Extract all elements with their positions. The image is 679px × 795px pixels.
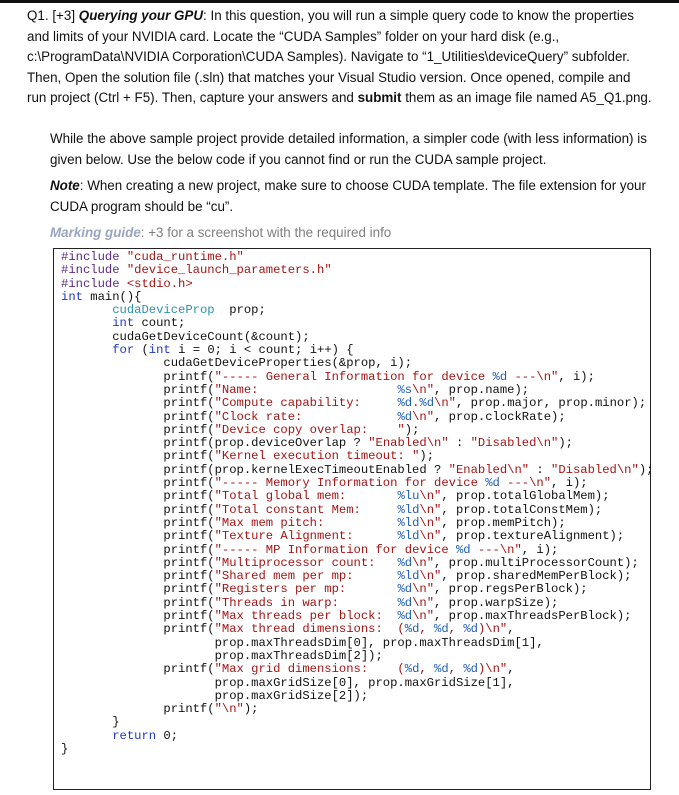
code-block [53,248,654,790]
note-paragraph [50,176,650,217]
question-paragraph [27,6,652,109]
paragraph-2: While the above sample project provide detailed information, a simpler code (with less information) is given below. Use the below code if you cannot find or run the CUDA sample project. [50,131,647,167]
question-number: Q1. [27,8,49,23]
question-text-2: them as an image file named A5_Q1.png. [401,90,652,105]
question-text-1: : In this question, you will run a simple query code to know the properties and limits of your NVIDIA card. Locate the “CUDA Samples” folder on your hard disk (e.g., c:\ProgramData\NVIDIA Corporation\CUDA Samples). Navigate to “1_Utilities\deviceQuery” subfolder. Then, Open the solution file (.sln) that matches your Visual Studio version. Once opened, compile and run project (Ctrl + F5). Then, capture your answers and [27,8,635,105]
question-title: Querying your GPU [78,8,204,23]
code-listing: #include "cuda_runtime.h" #include "device_launch_parameters.h" #include <stdio.h> int main(){ cudaDeviceProp prop; int count; cudaGetDeviceCount(&count); for (int i = 0; i < count; i++) { cudaGetDeviceProperties(&prop, i); printf("----- General Information for device %d ---\n", i); printf("Name: %s\n", prop.name); printf("Compute capability: %d.%d\n", prop.major, prop.minor); printf("Clock rate: %d\n", prop.clockRate); printf("Device copy overlap: "); printf(prop.deviceOverlap ? "Enabled\n" : "Disabled\n"); printf("Kernel execution timeout: "); printf(prop.kernelExecTimeoutEnabled ? "Enabled\n" : "Disabled\n"); printf("----- Memory Information for device %d ---\n", i); printf("Total global mem: %lu\n", prop.totalGlobalMem); printf("Total constant Mem: %ld\n", prop.totalConstMem); printf("Max mem pitch: %ld\n", prop.memPitch); printf("Texture Alignment: %ld\n", prop.textureAlignment); printf("----- MP Information for device %d ---\n", i); printf("Multiprocessor count: %d\n", prop.multiProcessorCount); printf("Shared mem per mp: %ld\n", prop.sharedMemPerBlock); printf("Registers per mp: %d\n", prop.regsPerBlock); printf("Threads in warp: %d\n", prop.warpSize); printf("Max threads per block: %d\n", prop.maxThreadsPerBlock); printf("Max thread dimensions: (%d, %d, %d)\n", prop.maxThreadsDim[0], prop.maxThreadsDim[1], prop.maxThreadsDim[2]); printf("Max grid dimensions: (%d, %d, %d)\n", prop.maxGridSize[0], prop.maxGridSize[1], prop.maxGridSize[2]); printf("\n"); } return 0; } [61,250,654,756]
question-points: [+3] [52,8,76,23]
marking-guide-text: : +3 for a screenshot with the required info [140,225,392,240]
top-border [0,0,679,3]
submit-word: submit [357,90,402,105]
marking-guide-label: Marking guide [50,225,141,240]
marking-guide [50,223,650,244]
note-text: : When creating a new project, make sure to choose CUDA template. The file extension for your CUDA program should be “cu”. [50,178,646,214]
note-label: Note [50,178,80,193]
